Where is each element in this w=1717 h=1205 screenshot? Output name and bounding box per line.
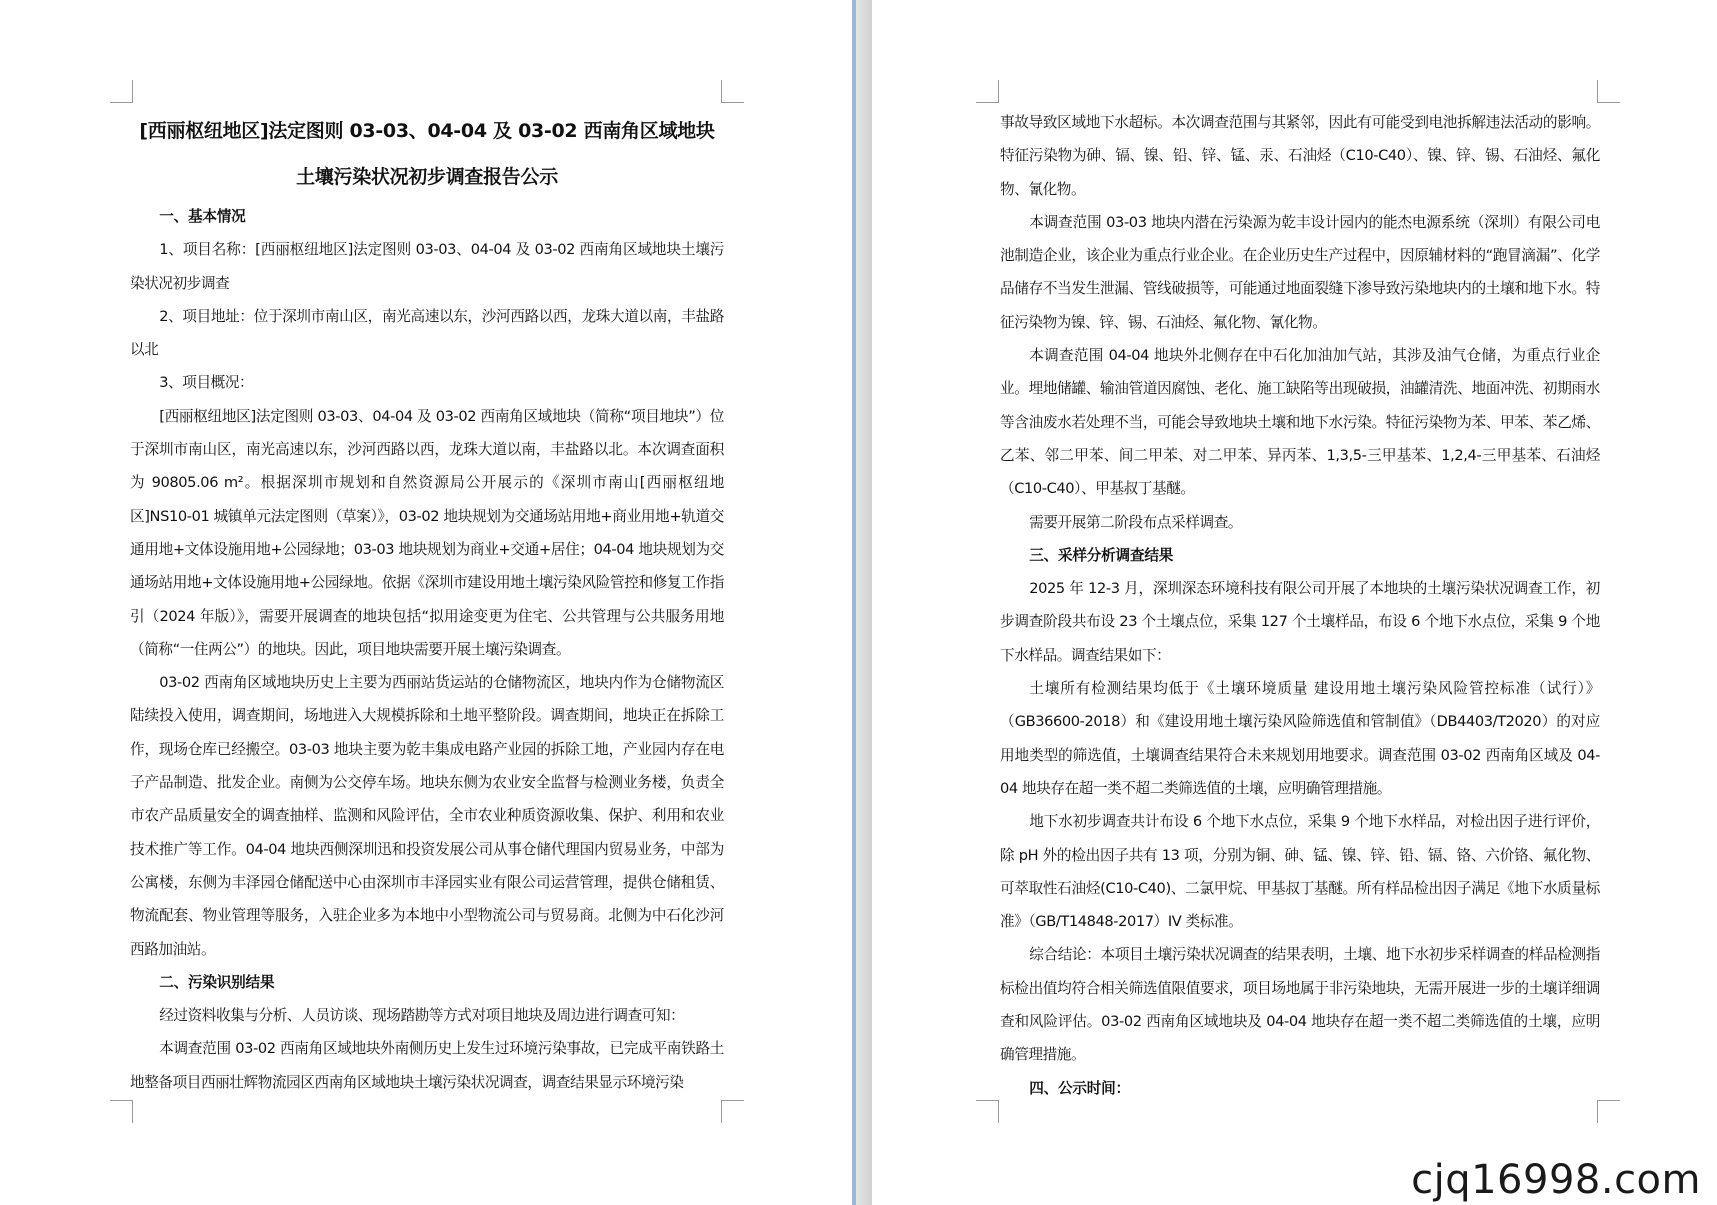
paragraph-0303-pollution-source: 本调查范围 03-03 地块内潜在污染源为乾丰设计园内的能杰电源系统（深圳）有限公司电池制造企业，该企业为重点行业企业。在企业历史生产过程中，因原辅材料的“跑冒滴漏”、化学品储存不当发生泄漏、管线破损等，可能通过地面裂缝下渗导致污染地块内的土壤和地下水。特征污染物为镍、锌、锡、石油烃、氟化物、氰化物。 — [1000, 213, 1600, 331]
crop-mark — [976, 80, 999, 103]
document-title-line-2: 土壤污染状况初步调查报告公示 — [296, 166, 558, 188]
crop-mark — [721, 80, 744, 103]
crop-mark — [110, 1100, 133, 1123]
left-page-content — [130, 108, 724, 1099]
crop-mark — [976, 1100, 999, 1123]
paragraph-sampling-overview: 2025 年 12-3 月，深圳深态环境科技有限公司开展了本地块的土壤污染状况调查工作，初步调查阶段共布设 23 个土壤点位，采集 127 个土壤样品，布设 6 个地下水点位，采集 9 个地下水样品。调查结果如下： — [1000, 580, 1600, 664]
paragraph-project-overview: [西丽枢纽地区]法定图则 03-03、04-04 及 03-02 西南角区域地块（简称“项目地块”）位于深圳市南山区，南光高速以东，沙河西路以西，龙珠大道以南，丰盐路以北。本次调查面积为 90805.06 m²。根据深圳市规划和自然资源局公开展示的《深圳市南山[西丽枢纽地区]NS10-01 城镇单元法定图则（草案）》，03-02 地块规划为交通场站用地+商业用地+轨道交通用地+文体设施用地+公园绿地；03-03 地块规划为商业+交通+居住；04-04 地块规划为交通场站用地+文体设施用地+公园绿地。依据《深圳市建设用地土壤污染风险管控和修复工作指引（2024 年版）》，需要开展调查的地块包括“拟用途变更为住宅、公共管理与公共服务用地（简称“一住两公”）的地块。因此，项目地块需要开展土壤污染调查。 — [130, 407, 724, 658]
section-heading-publicity-period: 四、公示时间： — [1029, 1079, 1130, 1097]
paragraph-0302-pollution-source: 本调查范围 03-02 西南角区域地块外南侧历史上发生过环境污染事故，已完成平南铁路土地整备项目西丽壮辉物流园区西南角区域地块土壤污染状况调查，调查结果显示环境污染 — [130, 1040, 724, 1091]
section-heading-sampling-results: 三、采样分析调查结果 — [1029, 546, 1174, 564]
page-gap — [856, 0, 872, 1205]
paragraph-second-phase: 需要开展第二阶段布点采样调查。 — [1029, 513, 1243, 531]
paragraph-0404-pollution-source: 本调查范围 04-04 地块外北侧存在中石化加油加气站，其涉及油气仓储，为重点行业企业。埋地储罐、输油管道因腐蚀、老化、施工缺陷等出现破损，油罐清洗、地面冲洗、初期雨水等含油废水若处理不当，可能会导致地块土壤和地下水污染。特征污染物为苯、甲苯、苯乙烯、乙苯、邻二甲苯、间二甲苯、对二甲苯、异丙苯、1,3,5-三甲基苯、1,2,4-三甲基苯、石油烃（C10-C40）、甲基叔丁基醚。 — [1000, 347, 1600, 498]
right-page-content — [1000, 106, 1600, 1105]
section-heading-pollution-identification: 二、污染识别结果 — [159, 973, 275, 991]
paragraph-project-overview-label: 3、项目概况： — [159, 374, 254, 392]
paragraph-project-name: 1、项目名称：[西丽枢纽地区]法定图则 03-03、04-04 及 03-02 西南角区域地块土壤污染状况初步调查 — [130, 241, 724, 292]
paragraph-0302-continued: 事故导致区域地下水超标。本次调查范围与其紧邻，因此有可能受到电池拆解违法活动的影响。特征污染物为砷、镉、镍、铅、锌、锰、汞、石油烃（C10-C40）、镍、锌、锡、石油烃、氟化物、氰化物。 — [1000, 114, 1600, 198]
crop-mark — [1597, 80, 1620, 103]
section-heading-basic-info: 一、基本情况 — [159, 208, 246, 225]
site-watermark: cjq16998.com — [1405, 1157, 1707, 1203]
paragraph-groundwater-results: 地下水初步调查共计布设 6 个地下水点位，采集 9 个地下水样品，对检出因子进行评价，除 pH 外的检出因子共有 13 项，分别为铜、砷、锰、镍、锌、铅、镉、铬、六价铬、氟化物、可萃取性石油烃(C10-C40)、二氯甲烷、甲基叔丁基醚。所有样品检出因子满足《地下水质量标准》（GB/T14848-2017）IV 类标准。 — [1000, 813, 1600, 931]
crop-mark — [721, 1100, 744, 1123]
paragraph-conclusion: 综合结论：本项目土壤污染状况调查的结果表明，土壤、地下水初步采样调查的样品检测指标检出值均符合相关筛选值限值要求，项目场地属于非污染地块，无需开展进一步的土壤详细调查和风险评估。03-02 西南角区域地块及 04-04 地块存在超一类不超二类筛选值的土壤，应明确管理措施。 — [1000, 946, 1600, 1064]
document-page-left — [0, 0, 852, 1205]
document-page-right — [872, 0, 1717, 1205]
crop-mark — [1597, 1100, 1620, 1123]
paragraph-investigation-methods: 经过资料收集与分析、人员访谈、现场踏勘等方式对项目地块及周边进行调查可知： — [159, 1007, 685, 1025]
crop-mark — [110, 80, 133, 103]
paragraph-project-address: 2、项目地址：位于深圳市南山区，南光高速以东，沙河西路以西，龙珠大道以南，丰盐路以北 — [130, 307, 724, 359]
paragraph-soil-results: 土壤所有检测结果均低于《土壤环境质量 建设用地土壤污染风险管控标准（试行）》（GB36600-2018）和《建设用地土壤污染风险筛选值和管制值》（DB4403/T2020）的对应用地类型的筛选值，土壤调查结果符合未来规划用地要求。调查范围 03-02 西南角区域及 04-04 地块存在超一类不超二类筛选值的土壤，应明确管理措施。 — [1000, 680, 1600, 797]
document-title-line-1: [西丽枢纽地区]法定图则 03-03、04-04 及 03-02 西南角区域地块 — [139, 120, 715, 142]
paragraph-site-history: 03-02 西南角区域地块历史上主要为西丽站货运站的仓储物流区，地块内作为仓储物流区陆续投入使用，调查期间，场地进入大规模拆除和土地平整阶段。调查期间，地块正在拆除工作，现场仓库已经搬空。03-03 地块主要为乾丰集成电路产业园的拆除工地，产业园内存在电子产品制造、批发企业。南侧为公交停车场。地块东侧为农业安全监督与检测业务楼，负责全市农产品质量安全的调查抽样、监测和风险评估，全市农业种质资源收集、保护、利用和农业技术推广等工作。04-04 地块西侧深圳迅和投资发展公司从事仓储代理国内贸易业务，中部为公寓楼，东侧为丰泽园仓储配送中心由深圳市丰泽园实业有限公司运营管理，提供仓储租赁、物流配套、物业管理等服务，入驻企业多为本地中小型物流公司与贸易商。北侧为中石化沙河西路加油站。 — [130, 674, 724, 958]
